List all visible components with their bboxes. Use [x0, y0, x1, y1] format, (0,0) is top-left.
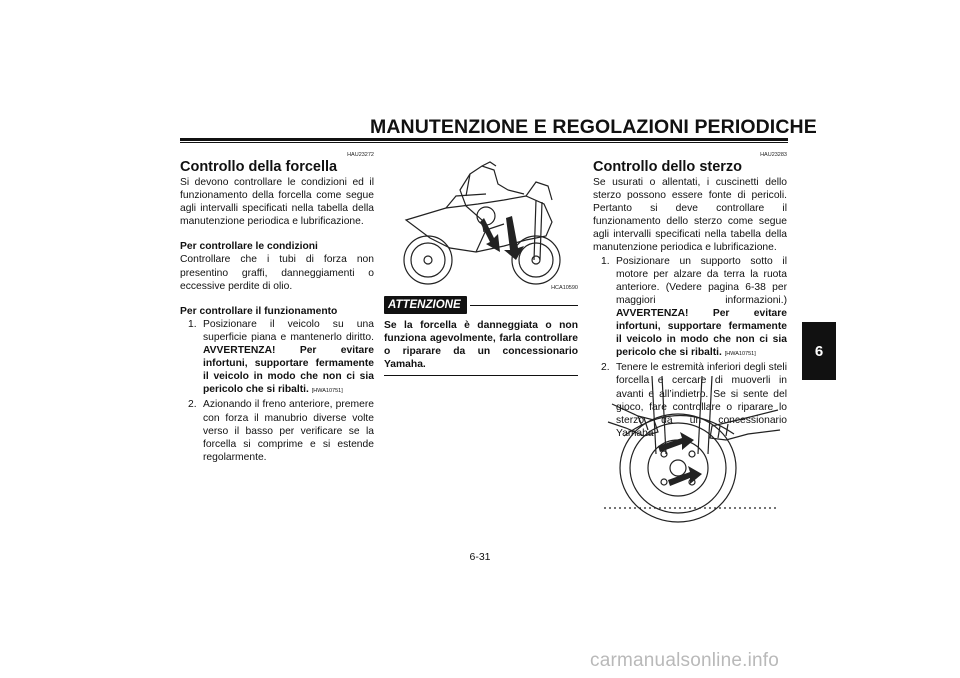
warning-ref: [HWA10751] [724, 351, 756, 358]
chapter-tab: 6 [802, 322, 836, 380]
watermark: carmanualsonline.info [590, 650, 780, 671]
warning-ref: [HWA10751] [311, 388, 343, 395]
section-title-steering: Controllo dello sterzo [593, 159, 743, 175]
fork-steps [180, 318, 374, 464]
step-text: Posizionare un supporto sotto il motore per alzare da terra la ruota anteriore. (Vedere pagina 6-38 per maggiori informazioni.) [616, 255, 787, 306]
step-text: Azionando il freno anteriore, premere con forza il manubrio diverse volte verso il basso per verificare se la forcella si comprime e si estende regolarmente. [203, 399, 374, 463]
header-rule [180, 138, 788, 141]
section-code: HAU23272 [347, 152, 374, 158]
front-wheel-steering-check-illustration [598, 376, 788, 526]
step-number: 1. [601, 255, 610, 267]
function-heading: Per controllare il funzionamento [180, 305, 338, 317]
attention-bottom-rule [384, 375, 578, 376]
attention-label: ATTENZIONE [384, 296, 467, 314]
step-warning: AVVERTENZA! Per evitare infortuni, supportare fermamente il veicolo in modo che non ci sia pericolo che si ribalti. [616, 307, 787, 359]
attention-box [384, 296, 578, 376]
page-number: 6-31 [469, 551, 491, 563]
step-warning: AVVERTENZA! Per evitare infortuni, supportare fermamente il veicolo in modo che non ci sia pericolo che si ribalti. [203, 345, 374, 396]
step-number: 2. [188, 399, 197, 411]
motorcycle-fork-compression-illustration [386, 160, 578, 294]
attention-rule [470, 305, 578, 306]
attention-code: HCA10590 [551, 285, 578, 291]
header-rule-thin [180, 142, 788, 143]
step-text: Tenere le estremità inferiori degli steli forcella e cercare di muoverli in avanti e all’indietro. Se si sente del gioco, fare controllare o riparare lo sterzo da un concessionario Yamaha. [616, 362, 787, 439]
step-text: Posizionare il veicolo su una superficie piana e mantenerlo diritto. [203, 318, 374, 343]
conditions-heading: Per controllare le condizioni [180, 241, 318, 253]
attention-text: Se la forcella è danneggiata o non funziona agevolmente, farla controllare o riparare da un concessionario Yamaha. [384, 320, 578, 371]
fork-intro: Si devono controllare le condizioni ed il funzionamento della forcella come segue agli intervalli specificati nella tabella della manutenzione periodica e lubrificazione. [180, 177, 374, 228]
conditions-text: Controllare che i tubi di forza non presentino graffi, danneggiamenti o eccessive perdite di olio. [180, 254, 374, 292]
steering-intro: Se usurati o allentati, i cuscinetti dello sterzo possono essere fonte di pericoli. Pertanto si deve controllare il funzionamento dello sterzo come segue agli intervalli specificati nella tabella della manutenzione periodica e lubrificazione. [593, 177, 787, 254]
steering-check-figure [598, 376, 788, 526]
list-item [593, 255, 787, 362]
list-item [180, 398, 374, 463]
section-code: HAU23283 [760, 152, 787, 158]
list-item [180, 318, 374, 399]
step-number: 2. [601, 362, 610, 374]
motorcycle-fork-figure [386, 160, 578, 294]
section-title-fork: Controllo della forcella [180, 159, 338, 175]
middle-column [384, 284, 578, 376]
step-number: 1. [188, 318, 197, 330]
left-column [180, 151, 374, 464]
page-title: MANUTENZIONE E REGOLAZIONI PERIODICHE [370, 116, 817, 138]
